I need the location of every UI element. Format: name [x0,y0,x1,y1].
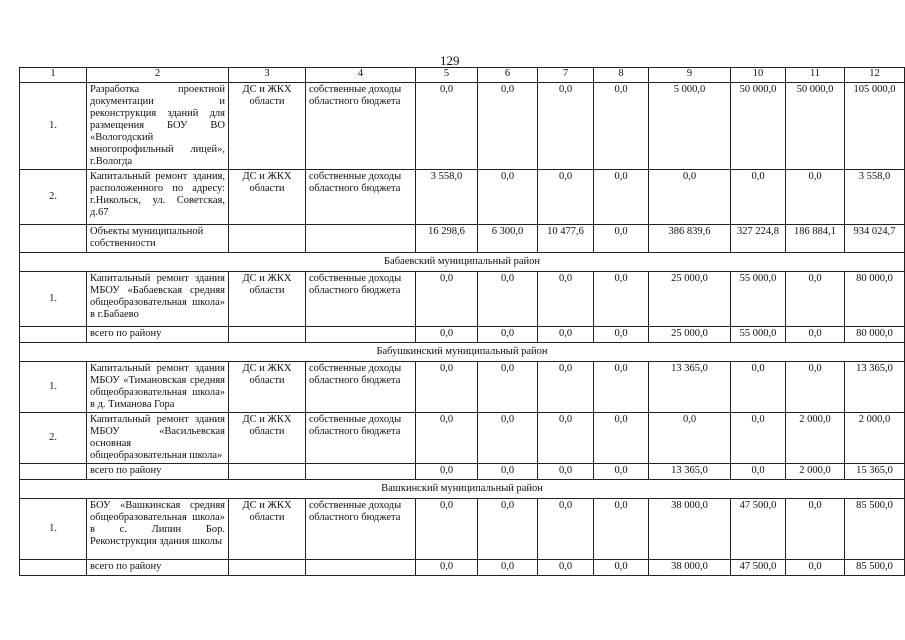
value-cell: 0,0 [416,499,478,560]
responsible-cell: ДС и ЖКХ области [229,499,306,560]
empty-cell [306,327,416,343]
total-row [20,327,905,343]
section-title: Бабушкинский муниципальный район [20,343,905,362]
funding-source: собственные доходы областного бюджета [306,272,416,327]
table-row [20,362,905,413]
value-cell: 3 558,0 [416,170,478,225]
empty-cell [20,225,87,253]
value-cell: 0,0 [594,560,649,576]
value-cell: 0,0 [649,413,731,464]
header-cell: 12 [845,68,905,83]
value-cell: 38 000,0 [649,560,731,576]
value-cell: 0,0 [594,225,649,253]
value-cell: 80 000,0 [845,272,905,327]
value-cell: 2 000,0 [786,413,845,464]
value-cell: 0,0 [731,362,786,413]
funding-source: собственные доходы областного бюджета [306,362,416,413]
value-cell: 0,0 [786,560,845,576]
responsible-cell: ДС и ЖКХ области [229,362,306,413]
total-row [20,560,905,576]
header-cell: 9 [649,68,731,83]
value-cell: 2 000,0 [845,413,905,464]
header-cell: 3 [229,68,306,83]
value-cell: 3 558,0 [845,170,905,225]
value-cell: 0,0 [478,327,538,343]
header-cell: 6 [478,68,538,83]
header-cell: 7 [538,68,594,83]
row-number: 1. [20,272,87,327]
value-cell: 10 477,6 [538,225,594,253]
value-cell: 5 000,0 [649,83,731,170]
value-cell: 934 024,7 [845,225,905,253]
value-cell: 0,0 [478,272,538,327]
section-row [20,343,905,362]
value-cell: 13 365,0 [649,362,731,413]
table-row [20,83,905,170]
value-cell: 0,0 [538,560,594,576]
value-cell: 47 500,0 [731,560,786,576]
total-label: Объекты муниципальной собственности [87,225,229,253]
table-row [20,170,905,225]
value-cell: 0,0 [538,83,594,170]
value-cell: 0,0 [478,362,538,413]
value-cell: 13 365,0 [845,362,905,413]
value-cell: 0,0 [538,327,594,343]
value-cell: 0,0 [594,170,649,225]
value-cell: 0,0 [478,464,538,480]
value-cell: 0,0 [786,272,845,327]
empty-cell [20,560,87,576]
responsible-cell: ДС и ЖКХ области [229,170,306,225]
value-cell: 85 500,0 [845,560,905,576]
section-title: Бабаевский муниципальный район [20,253,905,272]
table-row [20,272,905,327]
empty-cell [306,225,416,253]
value-cell: 0,0 [594,362,649,413]
value-cell: 0,0 [731,464,786,480]
empty-cell [20,327,87,343]
value-cell: 47 500,0 [731,499,786,560]
funding-source: собственные доходы областного бюджета [306,170,416,225]
value-cell: 2 000,0 [786,464,845,480]
value-cell: 0,0 [538,170,594,225]
measure-name: Разработка проектной документации и реконструкция зданий для размещения БОУ ВО «Вологодский многопрофильный лицей», г.Вологда [87,83,229,170]
funding-source: собственные доходы областного бюджета [306,413,416,464]
value-cell: 25 000,0 [649,272,731,327]
value-cell: 386 839,6 [649,225,731,253]
total-row [20,225,905,253]
header-cell: 8 [594,68,649,83]
row-number: 1. [20,499,87,560]
value-cell: 0,0 [786,170,845,225]
value-cell: 80 000,0 [845,327,905,343]
value-cell: 55 000,0 [731,327,786,343]
value-cell: 15 365,0 [845,464,905,480]
value-cell: 0,0 [538,413,594,464]
empty-cell [20,464,87,480]
empty-cell [229,225,306,253]
value-cell: 13 365,0 [649,464,731,480]
header-cell: 2 [87,68,229,83]
responsible-cell: ДС и ЖКХ области [229,272,306,327]
value-cell: 0,0 [786,499,845,560]
measure-name: Капитальный ремонт здания, расположенного по адресу: г.Никольск, ул. Советская, д.67 [87,170,229,225]
value-cell: 0,0 [594,272,649,327]
empty-cell [229,464,306,480]
value-cell: 0,0 [594,499,649,560]
value-cell: 0,0 [594,464,649,480]
value-cell: 0,0 [538,362,594,413]
value-cell: 0,0 [416,327,478,343]
empty-cell [229,560,306,576]
value-cell: 0,0 [478,560,538,576]
empty-cell [306,560,416,576]
row-number: 1. [20,362,87,413]
value-cell: 25 000,0 [649,327,731,343]
header-cell: 5 [416,68,478,83]
value-cell: 0,0 [478,413,538,464]
value-cell: 50 000,0 [786,83,845,170]
section-title: Вашкинский муниципальный район [20,480,905,499]
row-number: 2. [20,413,87,464]
value-cell: 0,0 [594,327,649,343]
value-cell: 0,0 [416,464,478,480]
value-cell: 0,0 [416,413,478,464]
section-row [20,253,905,272]
header-cell: 11 [786,68,845,83]
table-row [20,499,905,560]
row-number: 2. [20,170,87,225]
value-cell: 0,0 [731,413,786,464]
empty-cell [306,464,416,480]
value-cell: 6 300,0 [478,225,538,253]
value-cell: 0,0 [649,170,731,225]
value-cell: 0,0 [538,272,594,327]
total-row [20,464,905,480]
section-row [20,480,905,499]
funding-source: собственные доходы областного бюджета [306,499,416,560]
value-cell: 0,0 [594,413,649,464]
total-label: всего по району [87,327,229,343]
value-cell: 0,0 [416,83,478,170]
total-label: всего по району [87,560,229,576]
value-cell: 0,0 [594,83,649,170]
value-cell: 16 298,6 [416,225,478,253]
responsible-cell: ДС и ЖКХ области [229,413,306,464]
value-cell: 0,0 [478,499,538,560]
funding-source: собственные доходы областного бюджета [306,83,416,170]
page-number: 129 [440,53,460,68]
budget-table [19,67,905,576]
value-cell: 327 224,8 [731,225,786,253]
measure-name: БОУ «Вашкинская средняя общеобразовательная школа» в с. Липин Бор. Реконструкция здания школы [87,499,229,560]
header-cell: 1 [20,68,87,83]
row-number: 1. [20,83,87,170]
value-cell: 0,0 [416,362,478,413]
empty-cell [229,327,306,343]
value-cell: 105 000,0 [845,83,905,170]
value-cell: 0,0 [416,560,478,576]
value-cell: 0,0 [731,170,786,225]
value-cell: 0,0 [786,327,845,343]
value-cell: 50 000,0 [731,83,786,170]
value-cell: 0,0 [478,83,538,170]
value-cell: 0,0 [416,272,478,327]
value-cell: 186 884,1 [786,225,845,253]
value-cell: 85 500,0 [845,499,905,560]
value-cell: 38 000,0 [649,499,731,560]
table-row [20,413,905,464]
measure-name: Капитальный ремонт здания МБОУ «Тимановская средняя общеобразовательная школа» в д. Тиманова Гора [87,362,229,413]
header-row [20,68,905,83]
total-label: всего по району [87,464,229,480]
value-cell: 0,0 [786,362,845,413]
value-cell: 0,0 [538,499,594,560]
value-cell: 55 000,0 [731,272,786,327]
value-cell: 0,0 [538,464,594,480]
measure-name: Капитальный ремонт здания МБОУ «Бабаевская средняя общеобразовательная школа» в г.Бабаево [87,272,229,327]
header-cell: 4 [306,68,416,83]
header-cell: 10 [731,68,786,83]
responsible-cell: ДС и ЖКХ области [229,83,306,170]
measure-name: Капитальный ремонт здания МБОУ «Васильевская основная общеобразовательная школа» [87,413,229,464]
value-cell: 0,0 [478,170,538,225]
